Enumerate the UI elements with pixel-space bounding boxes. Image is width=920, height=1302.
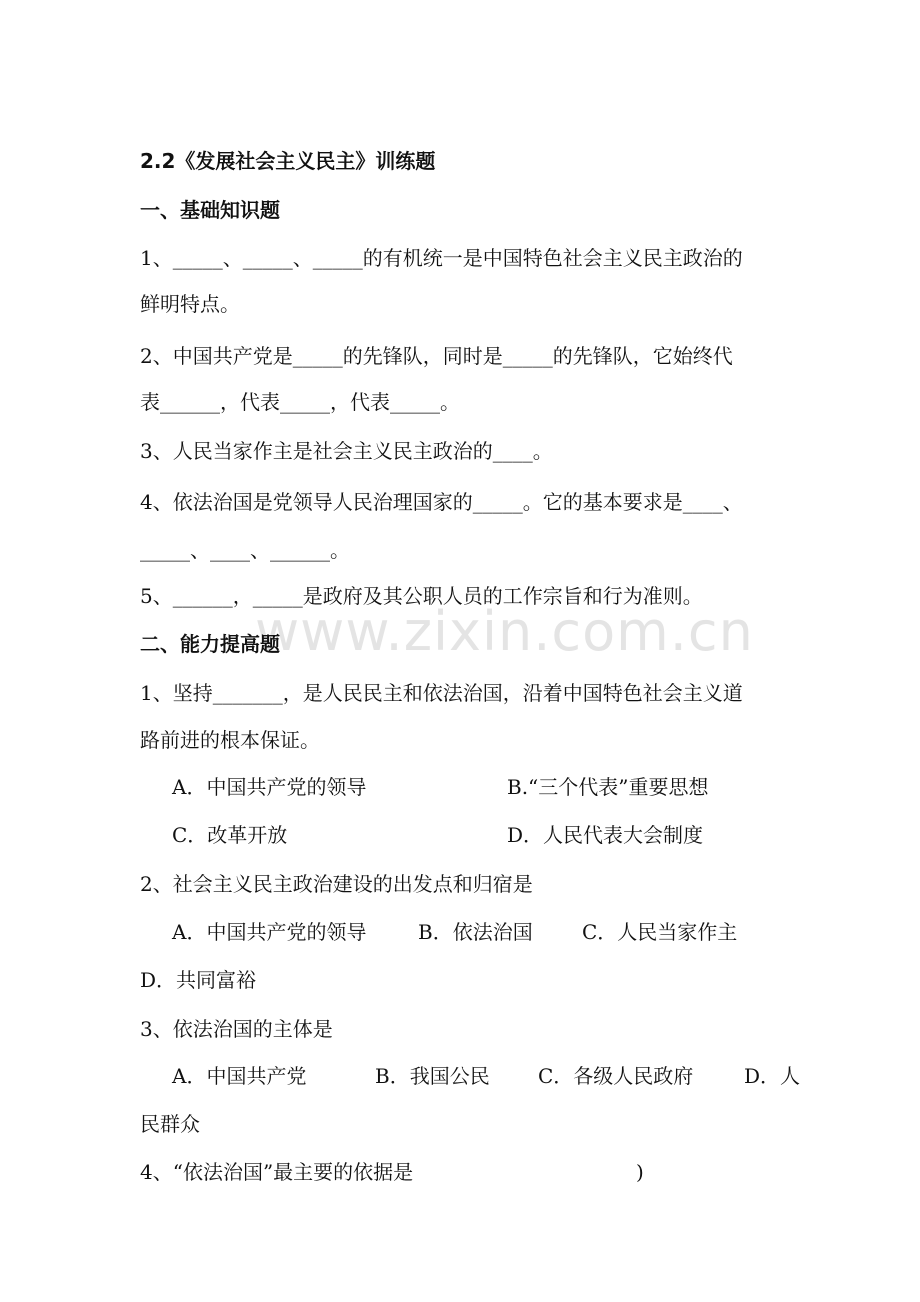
option-b: B．依法治国 <box>418 920 533 944</box>
option-d: D．共同富裕 <box>140 968 257 992</box>
question-line: 4、依法治国是党领导人民治理国家的_____。它的基本要求是____、 <box>140 490 743 514</box>
option-a: A．中国共产党的领导 <box>172 920 367 944</box>
option-b: B.“三个代表”重要思想 <box>507 775 709 799</box>
question-line: 2、中国共产党是_____的先锋队，同时是_____的先锋队，它始终代 <box>140 344 733 368</box>
option-d: D．人 <box>744 1064 801 1088</box>
question-line: 4、“依法治国”最主要的依据是 <box>140 1160 414 1184</box>
question-line: 2、社会主义民主政治建设的出发点和归宿是 <box>140 872 533 896</box>
watermark: www.zixin.com.cn <box>255 600 754 663</box>
section-heading-ability: 二、能力提高题 <box>140 632 280 656</box>
option-c: C．改革开放 <box>172 823 288 847</box>
question-line: 1、坚持_______，是人民民主和依法治国，沿着中国特色社会主义道 <box>140 681 743 705</box>
question-line: 5、______，_____是政府及其公职人员的工作宗旨和行为准则。 <box>140 584 703 608</box>
option-a: A．中国共产党 <box>172 1064 307 1088</box>
section-heading-basic: 一、基础知识题 <box>140 198 280 222</box>
question-line: 表______，代表_____，代表_____。 <box>140 390 460 414</box>
option-b: B．我国公民 <box>375 1064 490 1088</box>
option-d-continued: 民群众 <box>140 1112 200 1136</box>
question-line: 3、依法治国的主体是 <box>140 1017 333 1041</box>
question-line: 3、人民当家作主是社会主义民主政治的____。 <box>140 439 553 463</box>
option-c: C．各级人民政府 <box>538 1064 694 1088</box>
option-d: D．人民代表大会制度 <box>507 823 704 847</box>
page-title: 2.2《发展社会主义民主》训练题 <box>140 149 436 173</box>
question-line: 1、_____、_____、_____的有机统一是中国特色社会主义民主政治的 <box>140 246 743 270</box>
answer-paren: ) <box>636 1160 644 1184</box>
option-c: C．人民当家作主 <box>582 920 738 944</box>
option-a: A．中国共产党的领导 <box>172 775 367 799</box>
question-line: 路前进的根本保证。 <box>140 728 320 752</box>
question-line: _____、____、______。 <box>140 538 350 562</box>
question-line: 鲜明特点。 <box>140 292 240 316</box>
